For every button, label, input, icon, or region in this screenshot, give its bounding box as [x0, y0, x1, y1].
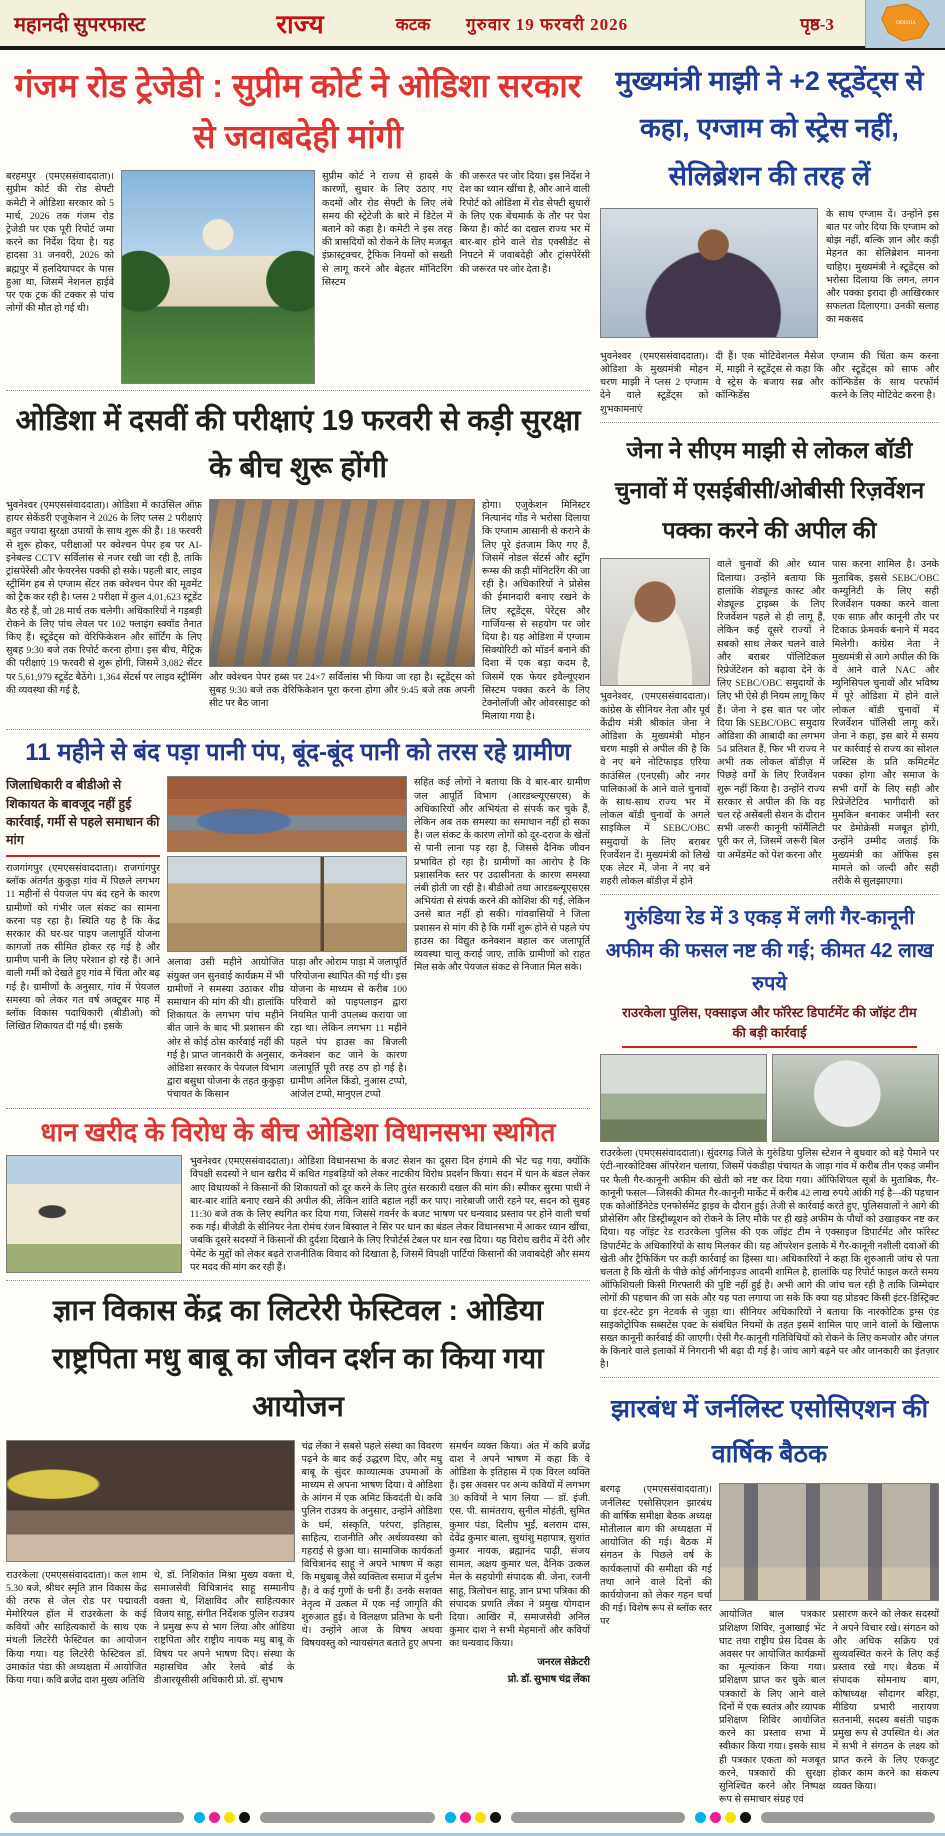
jena-headline: जेना ने सीएम माझी से लोकल बॉडी चुनावों में एसईबीसी/ओबीसी रिज़र्वेशन पक्का करने की अपील की — [614, 436, 925, 544]
cm-exam-body — [600, 208, 939, 416]
yellow-dot — [725, 1812, 736, 1823]
assembly-body — [6, 1155, 590, 1274]
article-column: राउरकेला (एमएससंवाददाता)। सुंदरगढ़ जिले के गुरुंडिया पुलिस स्टेशन ने बुधवार को बड़े पैमाने पर एंटी-नारकोटिक्स ऑपरेशन चलाया, जिसमें पंकडीहा पंचायत के जाड़ा गांव में करीब तीन एकड़ जमीन पर फैली गैर-कानूनी अफीम की खेती को नष्ट कर दिया गया। ऑफिशियल सूत्रों के मुताबिक, गैर-कानूनी फसल—जिसकी कीमत गैर-कानूनी मार्केट में करीब 42 लाख रुपये आंकी गई है—की पहचान एक कोऑर्डिनेटेड एनफोर्समेंट ड्राइव के दौरान हुई। तेजी से कार्रवाई करते हुए, पुलिसवालों ने आगे की प्रोसेसिंग और डिस्ट्रीब्यूशन को रोकने के लिए मौके पर ही खड़े अफीम के पौधों को उखाड़कर नष्ट कर दिया। यह जॉइंट रेड राउरकेला पुलिस की एक जॉइंट टीम ने एक्साइज डिपार्टमेंट और फॉरेस्ट डिपार्टमेंट के अधिकारियों के साथ मिलकर की। यह ऑपरेशन इलाके में गैर-कानूनी नशीली दवाओं की खेती और ट्रैफिकिंग पर कड़ी कार्रवाई का हिस्सा था। अधिकारियों ने कहा कि शुरुआती जांच से पता चलता है कि खेती के पीछे कोई ऑर्गनाइज्ड आदमी शामिल है, हालांकि यह रिपोर्ट फाइल करते समय ऑफिशियली किसी गिरफ्तारी की पुष्टि नहीं हुई है। अभी आगे की जांच चल रही है ताकि जिम्मेदार लोगों की पहचान की जा सके और यह पता लगाया जा सके कि क्या यह प्रोडक्ट किसी इंटर-डिस्ट्रिक्ट या इंटर-स्टेट ड्रग नेटवर्क से जुड़ा था। सीनियर अधिकारियों ने बताया कि नारकोटिक ड्रग्स एंड साइकोट्रोपिक सब्सटेंस एक्ट के संबंधित नियमों के तहत इसमें शामिल पाए जाने वालों के खिलाफ सख्त कानूनी कार्रवाई की जाएगी। ऐसी गैर-कानूनी गतिविधियों को रोकने के लिए कमजोर और जंगल के किनारे वाले इलाकों में निगरानी भी बढ़ा दी गई है। जांच आगे बढ़ने पर और जानकारी का इंतज़ार है। — [600, 1148, 939, 1371]
cyan-dot — [695, 1812, 706, 1823]
litfest-body — [6, 1440, 590, 1688]
opium-photos — [600, 1054, 939, 1142]
article-column: दी हैं। एक मोटिवेशनल मैसेज में, माझी ने स्टूडेंट्स से कहा कि वे स्ट्रेस के बजाय सब्र और कॉन्फिडेंस — [715, 350, 824, 402]
registration-bar — [511, 1812, 685, 1823]
article-column: के साथ एग्जाम दें। उन्होंने इस बात पर जोर दिया कि एग्जाम को बोझ नहीं, बल्कि ज्ञान और कड़ी मेहनत का सेलिब्रेशन मानना चाहिए। मुख्यमंत्री ने स्टूडेंट्स को भरोसा दिलाया कि लगन, लगन और पक्का इरादा ही आखिरकार सफलता दिलाएगा। उनकी सलाह का मकसद — [826, 208, 939, 326]
jharbandh-body — [600, 1483, 939, 1806]
yellow-dot — [475, 1812, 486, 1823]
article-column: भुवनेश्वर (एमएससंवाददाता)। ओडिशा में काउंसिल ऑफ़ हायर सेकेंडरी एजुकेशन ने 2026 के लिए प्लस 2 परीक्षाएं बहुत ज्यादा सुरक्षा उपायों के साथ शुरू की हैं। 18 फरवरी से शुरू होकर, परीक्षाओं पर क्वेश्चन पेपर हब पर AI-इनेबल्ड CCTV सर्विलांस से नजर रखी जा रही है, ताकि ट्रांसपेरेंसी और फेयरनेस पक्की हो सके। पहली बार, लाइव स्ट्रीमिंग हब से एग्जाम सेंटर तक क्वेश्चन पेपर की मूवमेंट को ट्रैक कर रही है। प्लस 2 परीक्षा में कुल 4,01,623 स्टूडेंट बैठ रहे हैं, जो 28 मार्च तक चलेगी। अधिकारियों ने गड़बड़ी रोकने के लिए पांच लेवल पर 102 फ्लाइंग स्क्वॉड तैनात किए हैं। स्टूडेंट्स को वेरिफिकेशन और सॉर्टिंग के लिए सुबह 9:30 बजे तक रिपोर्ट करना होगा। इस बीच, मैट्रिक की परीक्षाएं 19 फरवरी से शुरू होंगी, जिसमें 3,082 सेंटर पर 5,61,979 स्टूडेंट बैठेंगे। 1,364 सेंटर्स पर लाइव स्ट्रीमिंग की व्यवस्था की गई है, — [6, 500, 202, 696]
dotted-separator — [600, 894, 939, 895]
chief-minister-photo — [600, 208, 818, 338]
matric-body — [6, 499, 590, 723]
ganjam-body — [6, 170, 590, 384]
registration-dots — [194, 1812, 250, 1823]
paper-name: महानदी सुपरफास्ट — [14, 13, 146, 36]
odisha-map-icon — [873, 2, 939, 44]
article-journalist-meeting — [600, 1383, 939, 1806]
opium-subheadline: राउरकेला पुलिस, एक्साइज और फॉरेस्ट डिपार्टमेंट की जॉइंट टीम की बड़ी कार्रवाई — [622, 1003, 917, 1048]
article-column: पाड़ा और ओराम पाड़ा में जलापूर्ति परियोजना स्थापित की गई थी। इस योजना के माध्यम से करीब 100 परिवारों को पाइपलाइन द्वारा नियमित पानी उपलब्ध कराया जा रहा था। लेकिन लगभग 11 महीने पहले पंप हाउस का बिजली कनेक्शन कट जाने के कारण जलापूर्ति पूरी तरह ठप हो गई है। ग्रामीण अनिल किंडो, नुआस टप्पो, आंजेल टप्पो, मानुएल टप्पो — [290, 957, 407, 1101]
article-column: प्रसारण करने को लेकर सदस्यों ने अपने विचार रखे। संगठन को और अधिक सक्रिय एवं सुव्यवस्थित करने के लिए कई प्रस्ताव रखे गए। बैठक में संपादक सोमनाथ बाग, कोषाध्यक्ष सौदागर बरिहा, मीडिया प्रभारी नारायण सतनामी, सदस्य बसंती पाइक प्रमुख रूप से उपस्थित थे। अंत में सभी ने संगठन के लक्ष्य को प्राप्त करने के लिए एकजुट होकर काम करने का संकल्प व्यक्त किया। — [832, 1609, 939, 1792]
article-column: आयोजित बाल पत्रकार प्रशिक्षण शिविर, नुआखाई भेंट घाट तथा राष्ट्रीय प्रेस दिवस के अवसर पर आयोजित कार्यक्रमों का मूल्यांकन किया गया। प्रशिक्षण प्राप्त कर चुके बाल पत्रकारों के लिए आने वाले दिनों में एक स्वतंत्र और व्यापक प्रशिक्षण शिविर आयोजित करने का प्रस्ताव सभा में स्वीकार किया गया। इसके साथ ही पत्रकार एकता को मजबूत करने, पत्रकारों की सुरक्षा सुनिश्चित करने और निष्पक्ष रूप से समाचार संग्रह एवं — [719, 1609, 826, 1806]
masthead-page-number: पृष्ठ-3 — [800, 14, 834, 34]
cyan-dot — [445, 1812, 456, 1823]
srikant-jena-photo — [600, 558, 710, 686]
matric-headline: ओडिशा में दसवीं की परीक्षाएं 19 फरवरी से कड़ी सुरक्षा के बीच शुरू होंगी — [15, 405, 581, 484]
article-column: भुवनेश्वर (एमएससंवाददाता)। ओडिशा विधानसभा के बजट सेशन का दूसरा दिन हंगामे की भेंट चढ़ गया, क्योंकि विपक्षी सदस्यों ने धान खरीद में कथित गड़बड़ियों को लेकर नाटकीय विरोध प्रदर्शन किया। सदन में धान के बंडल लेकर आए विधायकों ने किसानों की शिकायतों को दूर करने के लिए तुरंत सरकारी दखल की मांग की। स्पीकर सुरमा पाधी ने बार-बार शांति बनाए रखने की अपील की, लेकिन शांति बहाल नहीं कर पाए। नारेबाजी जारी रहने पर, सदन को सुबह 11:30 बजे तक के लिए स्थगित कर दिया गया, जिससे गवर्नर के बजट भाषण पर धन्यवाद प्रस्ताव पर होने वाली चर्चा रुक गई। बीजेडी के सीनियर नेता रोमंच रंजन बिस्वाल ने सिर पर धान का बंडल लेकर विधानसभा में आकर ध्यान खींचा, जबकि दूसरे सदस्यों ने किसानों की दुर्दशा दिखाने के लिए रिपोर्टर्स टेबल पर धान रख दिया। यह विरोध खरीद में देरी और पेमेंट के मुद्दों को लेकर बढ़ते राजनीतिक विवाद को दिखाता है, जिसमें विपक्षी पार्टियां किसानों की जवाबदेही और समय पर मदद की मांग कर रही हैं। — [190, 1156, 590, 1273]
registration-dots — [695, 1812, 751, 1823]
pump-subheadline: जिलाधिकारी व बीडीओ से शिकायत के बावजूद नहीं हुई कार्रवाई, गर्मी से पहले समाधान की मांग — [6, 776, 160, 857]
jena-body — [600, 558, 939, 888]
masthead-city: कटक — [395, 14, 431, 34]
article-jena-appeal — [600, 428, 939, 889]
cm-exam-bottom-columns — [600, 350, 939, 416]
dotted-separator — [600, 422, 939, 423]
registration-dots — [445, 1812, 501, 1823]
dotted-separator — [6, 1280, 590, 1281]
article-column: चंद्र लेंका ने सबसे पहले संस्था का विवरण पढ़ने के बाद कई उद्धरण दिए, और मधु बाबू के सुंदर काव्यात्मक उपमाओं के माध्यम से अपना भाषण दिया। वे ओडिशा के आंगन में एक अमिट किंवदंती थे। कवि पुलिन राउत्रय के अनुसार, उन्होंने ओडिशा के धर्म, संस्कृति, परंपरा, इतिहास, साहित्य, राजनीति और अर्थव्यवस्था को गहराई से छुआ था। सामाजिक कार्यकर्ता विचित्रानंद साहू ने अपने भाषण में कहा कि मधुबाबू जैसे व्यक्तित्व समाज में दुर्लभ हैं। वे कई गुणों के धनी हैं। उनके सशक्त नेतृत्व में उत्कल में एक नई जागृति की शुरुआत हुई। वे विलक्षण प्रतिभा के धनी थे। उन्होंने आज के विषय अथवा विषयवस्तु को न्यायसंगत बताते हुए अपना — [301, 1440, 443, 1650]
literary-festival-photo — [6, 1440, 295, 1562]
dotted-separator — [6, 390, 590, 391]
opium-field-photo — [600, 1054, 767, 1142]
article-column: भुवनेश्वर (एमएससंवाददाता)। ओडिशा के मुख्यमंत्री मोहन चरण माझी ने प्लस 2 एग्जाम देने वाले स्टूडेंट्स को शुभकामनाएं — [600, 350, 709, 415]
registration-bar — [260, 1812, 434, 1823]
matric-middle-cell — [209, 499, 475, 723]
article-opium-raid — [600, 900, 939, 1371]
magenta-dot — [710, 1812, 721, 1823]
litfest-last-column — [449, 1440, 590, 1688]
article-assembly — [6, 1114, 590, 1274]
jena-first-cell — [600, 558, 710, 888]
article-matric-exams — [6, 396, 590, 723]
yellow-dot — [224, 1812, 235, 1823]
article-column: राउरकेला (एमएससंवाददाता)। कल शाम 5.30 बजे, श्रीधर स्मृति ज्ञान विकास केंद्र की तरफ से जेल रोड पर पद्मावती मेमोरियल हॉल में राउरकेला के कई कवियों और साहित्यकारों के साथ एक मंथली लिटरेरी फेस्टिवल का आयोजन किया गया। यह लिटरेरी फेस्टिवल डॉ. उमाकांत पंडा की अध्यक्षता में आयोजित किया गया। कवि ब्रजेंद्र दाश मुख्य अतिथि — [6, 1569, 147, 1687]
article-column: थे, डॉ. निशिकांत मिश्रा मुख्य वक्ता थे, समाजसेवी विचित्रानंद साहू सम्मानीय वक्ता थे, शिक्षाविद और साहित्यकार विजय साहू, संगीत निर्देशक पुलिन राउत्रय ने प्रमुख रूप से भाग लिया और ओडिया राष्ट्रपिता और राष्ट्रीय नायक मधु बाबू के विषय पर अपने भाषण दिए। संस्था के महासचिव और रेलवे बोर्ड के डीआरयूसीसी अधिकारी प्रो. डॉ. सुभाष — [153, 1569, 295, 1687]
pump-left-cell — [6, 776, 160, 1101]
odisha-map-label: ODISHA — [895, 20, 916, 27]
dotted-separator — [6, 1108, 590, 1109]
masthead — [0, 0, 945, 50]
pump-middle-columns — [167, 956, 407, 1101]
black-dot — [490, 1812, 501, 1823]
article-water-pump — [6, 735, 590, 1101]
article-column: बरगढ़ (एमएससंवाददाता)। जर्नलिस्ट एसोसिएशन झारबंध की वार्षिक समीक्षा बैठक अध्यक्ष मोतीलाल बाग की अध्यक्षता में आयोजित की गई। बैठक में संगठन के पिछले वर्ष के कार्यकलापों की समीक्षा की गई तथा आने वाले दिनों की कार्ययोजना को लेकर गहन चर्चा की गई। विशेष रूप से ब्लॉक स्तर पर — [600, 1484, 712, 1628]
dotted-separator — [600, 1377, 939, 1378]
left-column — [6, 54, 590, 1806]
signature-name: प्रो. डॉ. सुभाष चंद्र लेंका — [507, 1673, 590, 1685]
article-column: अलावा उसी महीने आयोजित संयुक्त जन सुनवाई कार्यक्रम में भी ग्रामीणों ने समस्या उठाकर शीघ्र समाधान की मांग की थी। हालांकि शिकायत के लगभग पांच महीने बीत जाने के बाद भी प्रशासन की ओर से कोई ठोस कार्रवाई नहीं की गई है। प्राप्त जानकारी के अनुसार, ओडिशा सरकार के पेयजल विभाग द्वारा बसुधा योजना के तहत कुकुड़ा पंचायत के किसान — [167, 957, 284, 1101]
magenta-dot — [209, 1812, 220, 1823]
article-column: पास करना शामिल है। उनके मुताबिक, इससे SEBC/OBC कम्युनिटी के लिए सही रिजर्वेशन पक्का करने वाला एक साफ़ और कानूनी तौर पर टिकाऊ फ्रेमवर्क बनाने में मदद मिलेगी। कांग्रेस नेता ने मुख्यमंत्री से आगे अपील की कि वे आने वाले NAC और म्युनिसिपल चुनावों और भविष्य में पूरे ओडिशा में होने वाले लोकल बॉडी चुनावों में रिजर्वेशन पॉलिसी लागू करें। जेना ने कहा, इस बारे में समय पर कार्रवाई से राज्य का सोशल जस्टिस के प्रति कमिटमेंट पक्का होगा और समाज के सभी वर्गों के लिए सही और रिप्रेजेंटेटिव भागीदारी को मुमकिन बनाकर जमीनी स्तर पर डेमोक्रेसी मजबूत होगी, उन्होंने उम्मीद जताई कि मुख्यमंत्री का ऑफिस इस मामले को जल्दी और सही तरीके से सुलझाएगा। — [832, 559, 939, 887]
article-column: वाले चुनावों की ओर ध्यान दिलाया। उन्होंने बताया कि हालांकि शेड्यूल्ड कास्ट और शेड्यूल्ड ट्राइब्स के लिए रिजर्वेशन पहले से ही लागू हैं, लेकिन कई दूसरे राज्यों ने सबको साथ लेकर चलने वाले और बराबर पॉलिटिकल रिप्रेजेंटेशन को बढ़ावा देने के लिए SEBC/OBC समुदायों के लिए भी ऐसे ही नियम लागू किए हैं। जेना ने इस बात पर जोर दिया कि SEBC/OBC समुदाय ओडिशा की आबादी का लगभग 54 प्रतिशत हैं, फिर भी राज्य ने अभी तक लोकल बॉडीज़ में पिछड़े वर्गों के लिए रिजर्वेशन शुरू नहीं किया है। उन्होंने राज्य सरकार से अपील की कि वह चल रहे असेंबली सेशन के दौरान सभी जरूरी कानूनी फॉर्मैलिटी पूरी कर ले, जिसमें जरूरी बिल या अमेंडमेंट को पेश करना और — [717, 559, 825, 861]
odisha-map-logo — [865, 0, 945, 48]
burning-crop-photo — [772, 1054, 939, 1142]
magenta-dot — [460, 1812, 471, 1823]
article-column: होगा। एजुकेशन मिनिस्टर नित्यानंद गोंड ने भरोसा दिलाया कि एग्जाम आसानी से कराने के लिए पूरे इंतजाम किए गए हैं, जिसमें नोडल सेंटर्स और स्ट्रॉंग रूम्स की कड़ी मॉनिटरिंग की जा रही है। अधिकारियों ने प्रोसेस की ईमानदारी बनाए रखने के लिए स्टूडेंट्स, पेरेंट्स और गार्जियन्स से सहयोग पर जोर दिया है। यह ओडिशा में एग्जाम सिक्योरिटी को मॉडर्न बनाने की दिशा में एक बड़ा कदम है, जिसमें एक फेयर इवैल्यूएशन सिस्टम पक्का करने के लिए टेक्नोलॉजी और ओवरसाइट को मिलाया गया है। — [482, 500, 590, 723]
pump-middle-cell — [167, 776, 407, 1101]
registration-bar — [761, 1812, 935, 1823]
pump-headline: 11 महीने से बंद पड़ा पानी पंप, बूंद-बूंद पानी को तरस रहे ग्रामीण — [25, 739, 571, 767]
article-column: की जरूरत पर जोर दिया। इस निर्देश ने देश का ध्यान खींचा है, और आने वाली रिपोर्ट को ओडिशा में रोड सेफ्टी सुधारों के लिए एक बेंचमार्क के तौर पर पेश किया है। कोर्ट का दखल राज्य भर में बार-बार होने वाले रोड एक्सीडेंट से निपटने में जवाबदेही और ट्रांसपेरेंसी की जरूरत पर जोर देता है। — [459, 171, 590, 275]
exam-hall-photo — [209, 499, 475, 667]
litfest-headline: ज्ञान विकास केंद्र का लिटरेरी फेस्टिवल : ओडिया राष्ट्रपिता मधु बाबू का जीवन दर्शन का किया गया आयोजन — [52, 1294, 544, 1423]
right-column — [600, 54, 939, 1806]
article-cm-exam — [600, 54, 939, 416]
article-column: सुप्रीम कोर्ट ने राज्य से हादसे के कारणों, सुधार के लिए उठाए गए कदमों और रोड सेफ्टी के लिए लंबे समय की स्ट्रेटेजी के बारे में डिटेल में बताने को कहा है। कमेटी ने इस तरह की त्रासदियों को रोकने के लिए मजबूत इंफ्रास्ट्रक्चर, ट्रैफिक नियमों को सख्ती से लागू करने और बेहतर मॉनिटरिंग सिस्टम — [322, 171, 453, 288]
print-registration-strip — [0, 1806, 945, 1833]
signature-role: जनरल सेक्रेटरी — [537, 1656, 590, 1668]
article-column: समर्थन व्यक्त किया। अंत में कवि ब्रजेंद्र दाश ने अपने भाषण में कहा कि वे ओडिशा के इतिहास में एक विरल व्यक्ति हैं। इस अवसर पर अन्य कवियों में लगभग 30 कवियों ने भाग लिया — डॉ. इंजी. एस. पी. सामंतराय, सुनील मोहंती, सुमित कुमार पंडा, दिलीप भुईं, बलराम दास, देवेंद्र कुमार बाला, सुधांशु महापात्र, सुशांत कुमार नायक, ब्रह्मानंद पाढ़ी, संजय सामल, अक्षय कुमार धल, दैनिक उत्कल मेल के सहयोगी संपादक बी. जेना, रजनी साहू, त्रिलोचन साहू, ज्ञान प्रभा पत्रिका की संपादक प्रणति लेंका ने प्रमुख योगदान दिया। आखिर में, समाजसेवी अनिल कुमार दाश ने सभी मेहमानों और कवियों का धन्यवाद किया। — [449, 1440, 590, 1650]
ganjam-headline: गंजम रोड ट्रेजेडी : सुप्रीम कोर्ट ने ओडिशा सरकार से जवाबदेही मांगी — [14, 67, 582, 156]
article-column: सहित कई लोगों ने बताया कि वे बार-बार ग्रामीण जल आपूर्ति विभाग (आरडब्ल्यूएसएस) के अधिकारियों और अभियंता से संपर्क कर चुके हैं, लेकिन अब तक समस्या का समाधान नहीं हो सका है। जल संकट के कारण लोगों को दूर-दराज के खेतों से पानी लाना पड़ रहा है, जिससे दैनिक जीवन प्रभावित हो रहा है। ग्रामीणों का आरोप है कि प्रशासनिक स्तर पर उदासीनता के कारण समस्या लंबी होती जा रही है। बीडीओ तथा आरडब्ल्यूएसएस अभियंता से संपर्क करने की कोशिश की गई, लेकिन उनसे बात नहीं हो सकी। गांववासियों ने जिला प्रशासन से मांग की है कि गर्मी शुरू होने से पहले पंप हाउस का विद्युत कनेक्शन बहाल कर जलापूर्ति व्यवस्था चालू कराई जाए, ताकि ग्रामीणों को राहत मिल सके और पेयजल संकट से निजात मिल सके। — [414, 777, 590, 974]
article-column: और क्वेश्चन पेपर हब्स पर 24×7 सर्विलांस भी किया जा रहा है। स्टूडेंट्स को सुबह 9:30 बजे तक वेरिफिकेशन पूरा करना होगा और 9:45 बजे तक अपनी सीट पर बैठ जाना — [209, 672, 475, 710]
cm-exam-headline: मुख्यमंत्री माझी ने +2 स्टूडेंट्स से कहा, एग्जाम को स्ट्रेस नहीं, सेलिब्रेशन की तरह लें — [615, 66, 924, 191]
jharbandh-headline: झारबंध में जर्नलिस्ट एसोसिएशन की वार्षिक बैठक — [610, 1395, 929, 1469]
black-dot — [239, 1812, 250, 1823]
assembly-building-photo — [6, 1155, 182, 1273]
supreme-court-photo — [121, 170, 315, 384]
dry-village-photo — [167, 856, 407, 952]
pump-house-wall-photo — [167, 776, 407, 852]
article-column: एग्जाम की चिंता कम करना और स्टूडेंट्स को साफ और कॉन्फिडेंस के साथ परफॉर्म करने के लिए मोटिवेट करना है। — [830, 350, 939, 402]
article-literary-festival — [6, 1286, 590, 1687]
article-column: बरहमपुर (एमएससंवाददाता)। सुप्रीम कोर्ट की रोड सेफ्टी कमेटी ने ओडिशा सरकार को 5 मार्च, 2026 तक गंजम रोड ट्रेजेडी पर एक पूरी रिपोर्ट जमा करने का निर्देश दिया है। यह हादसा 31 जनवरी, 2026 को ब्रह्मपुर में हलदियापदर के पास हुआ था, जिसमें नेशनल हाईवे पर एक ट्रक की टक्कर से पांच लोगों की मौत हो गई थी। — [6, 171, 114, 315]
page-content — [0, 50, 945, 1806]
article-column: राजगांगपुर (एमएससंवाददाता)। राजगांगपुर ब्लॉक अंतर्गत कुकुड़ा गांव में पिछले लगभग 11 महीनों से पेयजल पंप बंद रहने के कारण ग्रामीणों को गंभीर जल संकट का सामना करना पड़ रहा है। स्थिति यह है कि केंद्र सरकार की घर-घर पाइप जलापूर्ति योजना कागजों तक सीमित होकर रह गई है और ग्रामीण पानी के लिए परेशान हो रहे हैं। आने वाली गर्मी को देखते हुए गांव में चिंता और बढ़ गई है। ग्रामीणों के अनुसार, गांव में पेयजल समस्या को लेकर गत वर्ष अक्टूबर माह में ब्लॉक विकास पदाधिकारी (बीडीओ) को लिखित शिकायत दी गई थी। इसके — [6, 862, 160, 1033]
dotted-separator — [6, 729, 590, 730]
pump-body — [6, 776, 590, 1101]
section-name: राज्य — [276, 10, 324, 39]
black-dot — [740, 1812, 751, 1823]
association-meeting-photo — [719, 1483, 939, 1601]
registration-bar — [10, 1812, 184, 1823]
cyan-dot — [194, 1812, 205, 1823]
article-ganjam — [6, 54, 590, 384]
article-column: भुवनेश्वर, (एमएससंवाददाता)। कांग्रेस के सीनियर नेता और पूर्व केंद्रीय मंत्री श्रीकांत जेना ने ओडिशा के मुख्यमंत्री मोहन चरण माझी से अपील की है कि वे नए बने नोटिफाइड एरिया काउंसिल (एनएसी) और नगर पालिकाओं के आने वाले चुनावों के साथ-साथ राज्य भर में लोकल बॉडी चुनावों के अगले साइकिल में SEBC/OBC समुदायों के लिए बराबर रिजर्वेशन दें। मुख्यमंत्री को लिखे एक लेटर में, जेना ने नए बने शहरी लोकल बॉडीज़ में होने — [600, 691, 710, 888]
assembly-headline: धान खरीद के विरोध के बीच ओडिशा विधानसभा स्थगित — [40, 1116, 556, 1147]
opium-headline: गुरुंडिया रेड में 3 एकड़ में लगी गैर-कानूनी अफीम की फसल नष्ट की गई; कीमत 42 लाख रुपये — [605, 907, 934, 996]
masthead-date: गुरुवार 19 फरवरी 2026 — [466, 14, 629, 34]
